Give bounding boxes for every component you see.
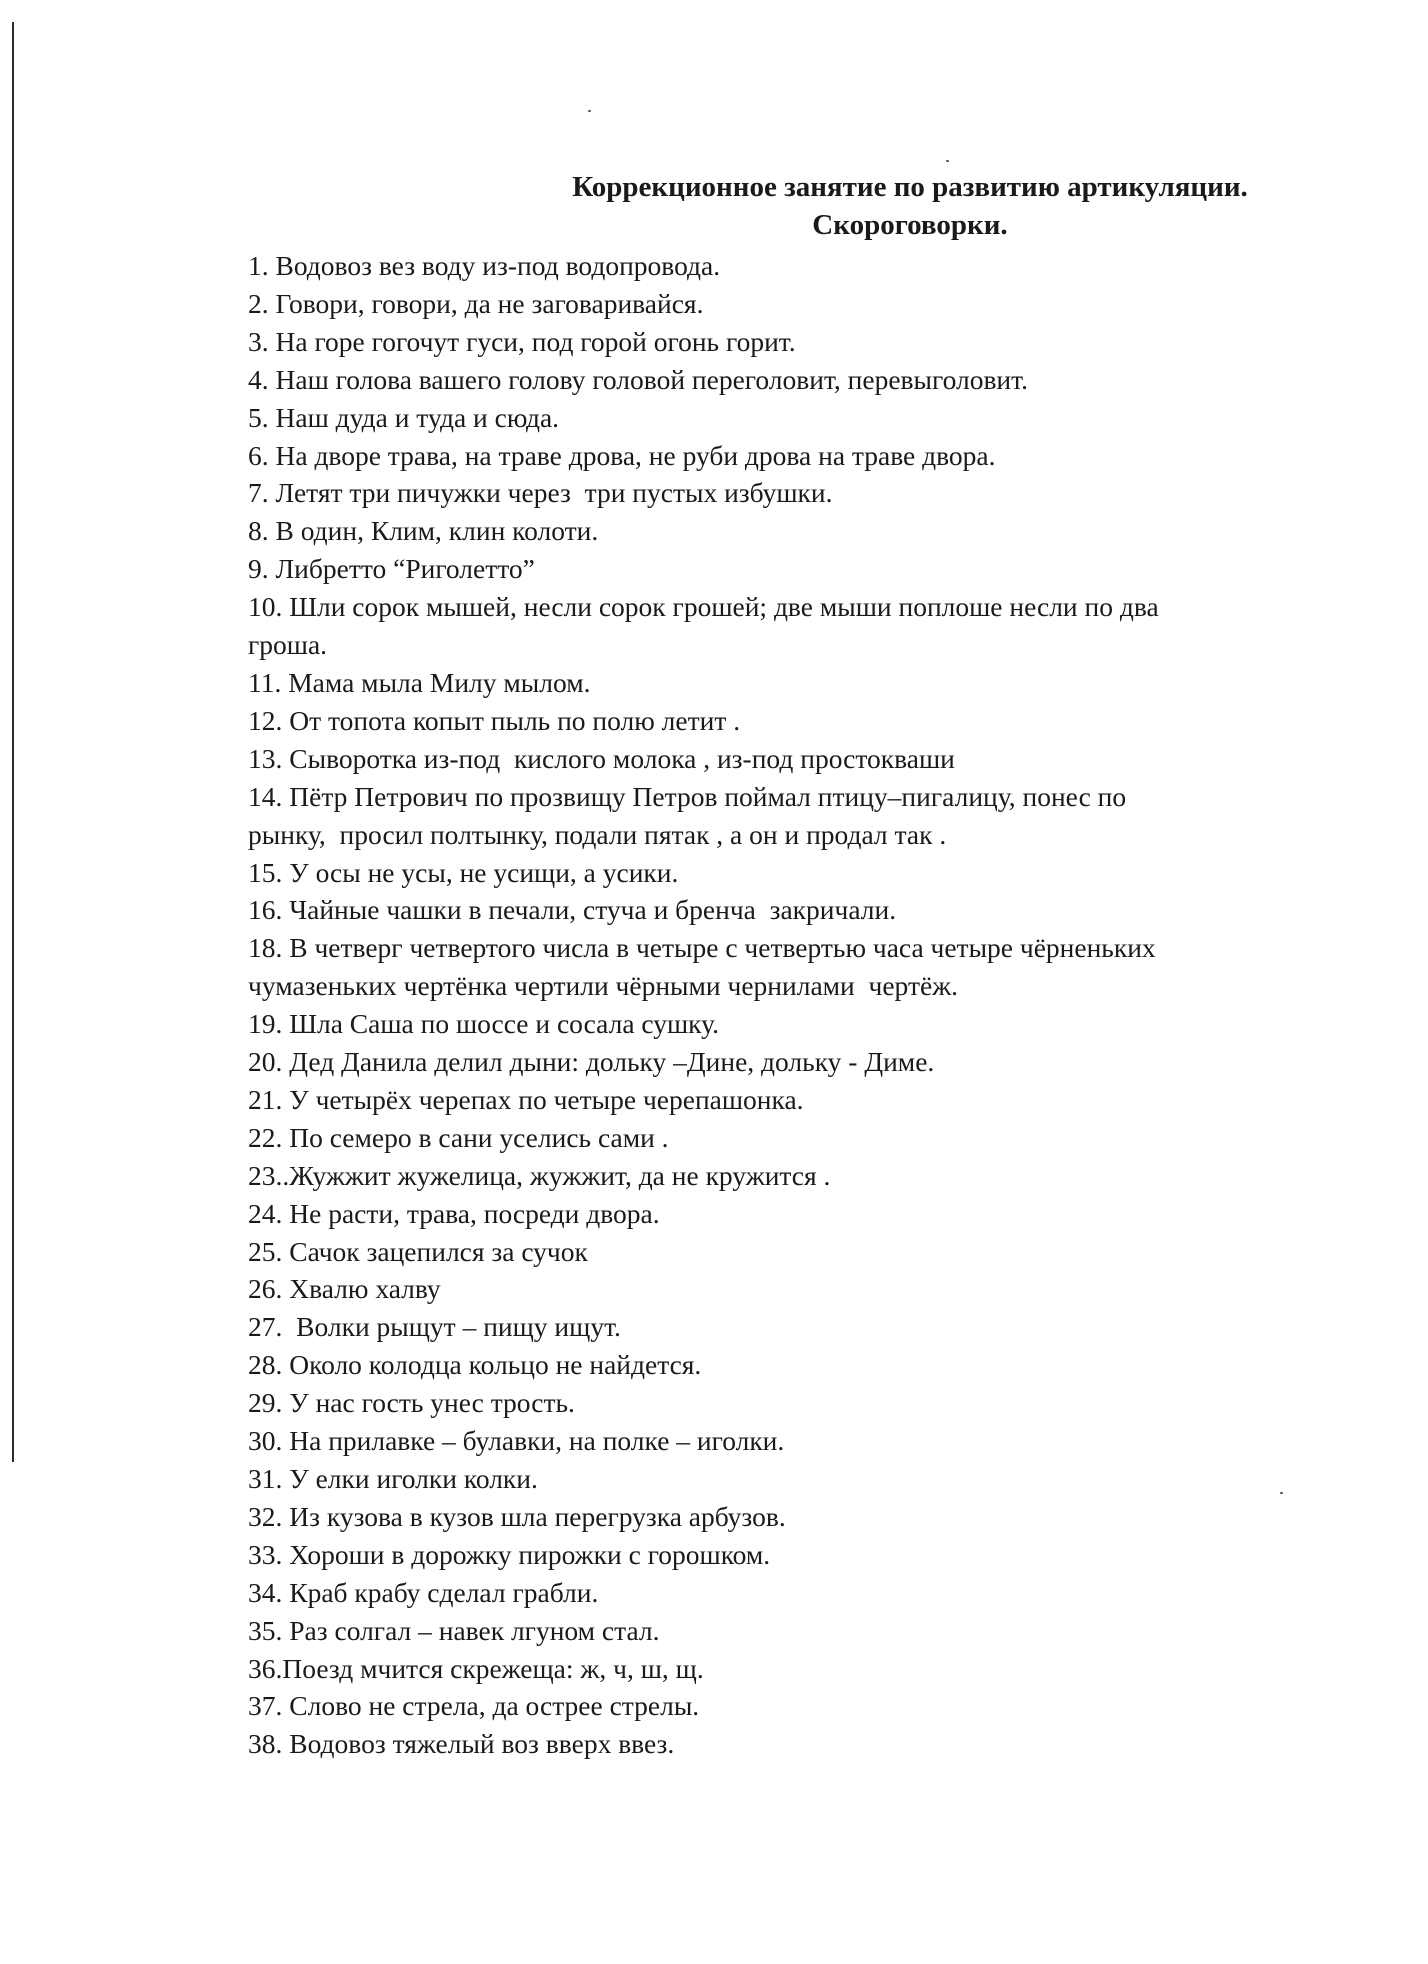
list-item: 33. Хороши в дорожку пирожки с горошком. bbox=[248, 1538, 771, 1570]
document-title bbox=[420, 168, 1400, 244]
list-item: 18. В четверг четвертого числа в четыре с четвертью часа четыре чёрненьких bbox=[248, 932, 1156, 964]
scan-speck bbox=[946, 160, 949, 162]
tongue-twister-list bbox=[248, 247, 1358, 1763]
scan-speck bbox=[588, 110, 591, 112]
scan-edge-line bbox=[12, 22, 14, 1462]
list-item: 35. Раз солгал – навек лгуном стал. bbox=[248, 1614, 660, 1646]
list-item: 21. У четырёх черепах по четыре черепашонка. bbox=[248, 1083, 804, 1115]
list-item: 6. На дворе трава, на траве дрова, не руби дрова на траве двора. bbox=[248, 439, 996, 471]
title-line-2: Скороговорки. bbox=[812, 209, 1008, 241]
list-item: 16. Чайные чашки в печали, стуча и бренча закричали. bbox=[248, 894, 897, 926]
list-item: 25. Сачок зацепился за сучок bbox=[248, 1235, 588, 1267]
list-item: 1. Водовоз вез воду из-под водопровода. bbox=[248, 250, 721, 281]
list-item: 10. Шли сорок мышей, несли сорок грошей; две мыши поплоше несли по два bbox=[248, 591, 1159, 623]
list-item: гроша. bbox=[248, 629, 328, 661]
list-item: чумазеньких чертёнка чертили чёрными чернилами чертёж. bbox=[248, 970, 959, 1002]
list-item: 32. Из кузова в кузов шла перегрузка арбузов. bbox=[248, 1500, 786, 1532]
list-item: 11. Мама мыла Милу мылом. bbox=[248, 666, 591, 698]
list-item: 15. У осы не усы, не усищи, а усики. bbox=[248, 856, 679, 888]
list-item: 37. Слово не стрела, да острее стрелы. bbox=[248, 1690, 700, 1722]
list-item: 5. Наш дуда и туда и сюда. bbox=[248, 401, 560, 433]
list-item: 24. Не расти, трава, посреди двора. bbox=[248, 1197, 660, 1229]
list-item: 7. Летят три пичужки через три пустых избушки. bbox=[248, 477, 833, 509]
list-item: 9. Либретто “Риголетто” bbox=[248, 553, 535, 585]
title-line-1: Коррекционное занятие по развитию артикуляции. bbox=[572, 171, 1248, 203]
list-item: рынку, просил полтынку, подали пятак , а он и продал так . bbox=[248, 818, 947, 850]
list-item: 3. На горе гогочут гуси, под горой огонь горит. bbox=[248, 325, 796, 357]
list-item: 20. Дед Данила делил дыни: дольку –Дине, дольку - Диме. bbox=[248, 1046, 935, 1078]
list-item: 38. Водовоз тяжелый воз вверх ввез. bbox=[248, 1728, 675, 1760]
list-item: 27. Волки рыщут – пищу ищут. bbox=[248, 1311, 621, 1343]
list-item: 14. Пётр Петрович по прозвищу Петров поймал птицу–пигалицу, понес по bbox=[248, 780, 1127, 812]
list-item: 31. У елки иголки колки. bbox=[248, 1463, 538, 1494]
list-item: 8. В один, Клим, клин колоти. bbox=[248, 515, 599, 547]
list-item: 22. По семеро в сани уселись сами . bbox=[248, 1121, 669, 1153]
list-item: 12. От топота копыт пыль по полю летит . bbox=[248, 704, 741, 736]
list-item: 19. Шла Саша по шоссе и сосала сушку. bbox=[248, 1008, 720, 1040]
list-item: 23..Жужжит жужелица, жужжит, да не кружится . bbox=[248, 1159, 831, 1191]
list-item: 2. Говори, говори, да не заговаривайся. bbox=[248, 287, 704, 319]
list-item: 28. Около колодца кольцо не найдется. bbox=[248, 1349, 702, 1381]
list-item: 34. Краб крабу сделал грабли. bbox=[248, 1576, 599, 1608]
list-item: 29. У нас гость унес трость. bbox=[248, 1387, 575, 1419]
list-item: 36.Поезд мчится скрежеща: ж, ч, ш, щ. bbox=[248, 1652, 704, 1684]
list-item: 4. Наш голова вашего голову головой переголовит, перевыголовит. bbox=[248, 363, 1028, 395]
list-item: 30. На прилавке – булавки, на полке – иголки. bbox=[248, 1425, 785, 1457]
list-item: 26. Хвалю халву bbox=[248, 1273, 441, 1305]
list-item: 13. Сыворотка из-под кислого молока , из-под простокваши bbox=[248, 742, 955, 774]
